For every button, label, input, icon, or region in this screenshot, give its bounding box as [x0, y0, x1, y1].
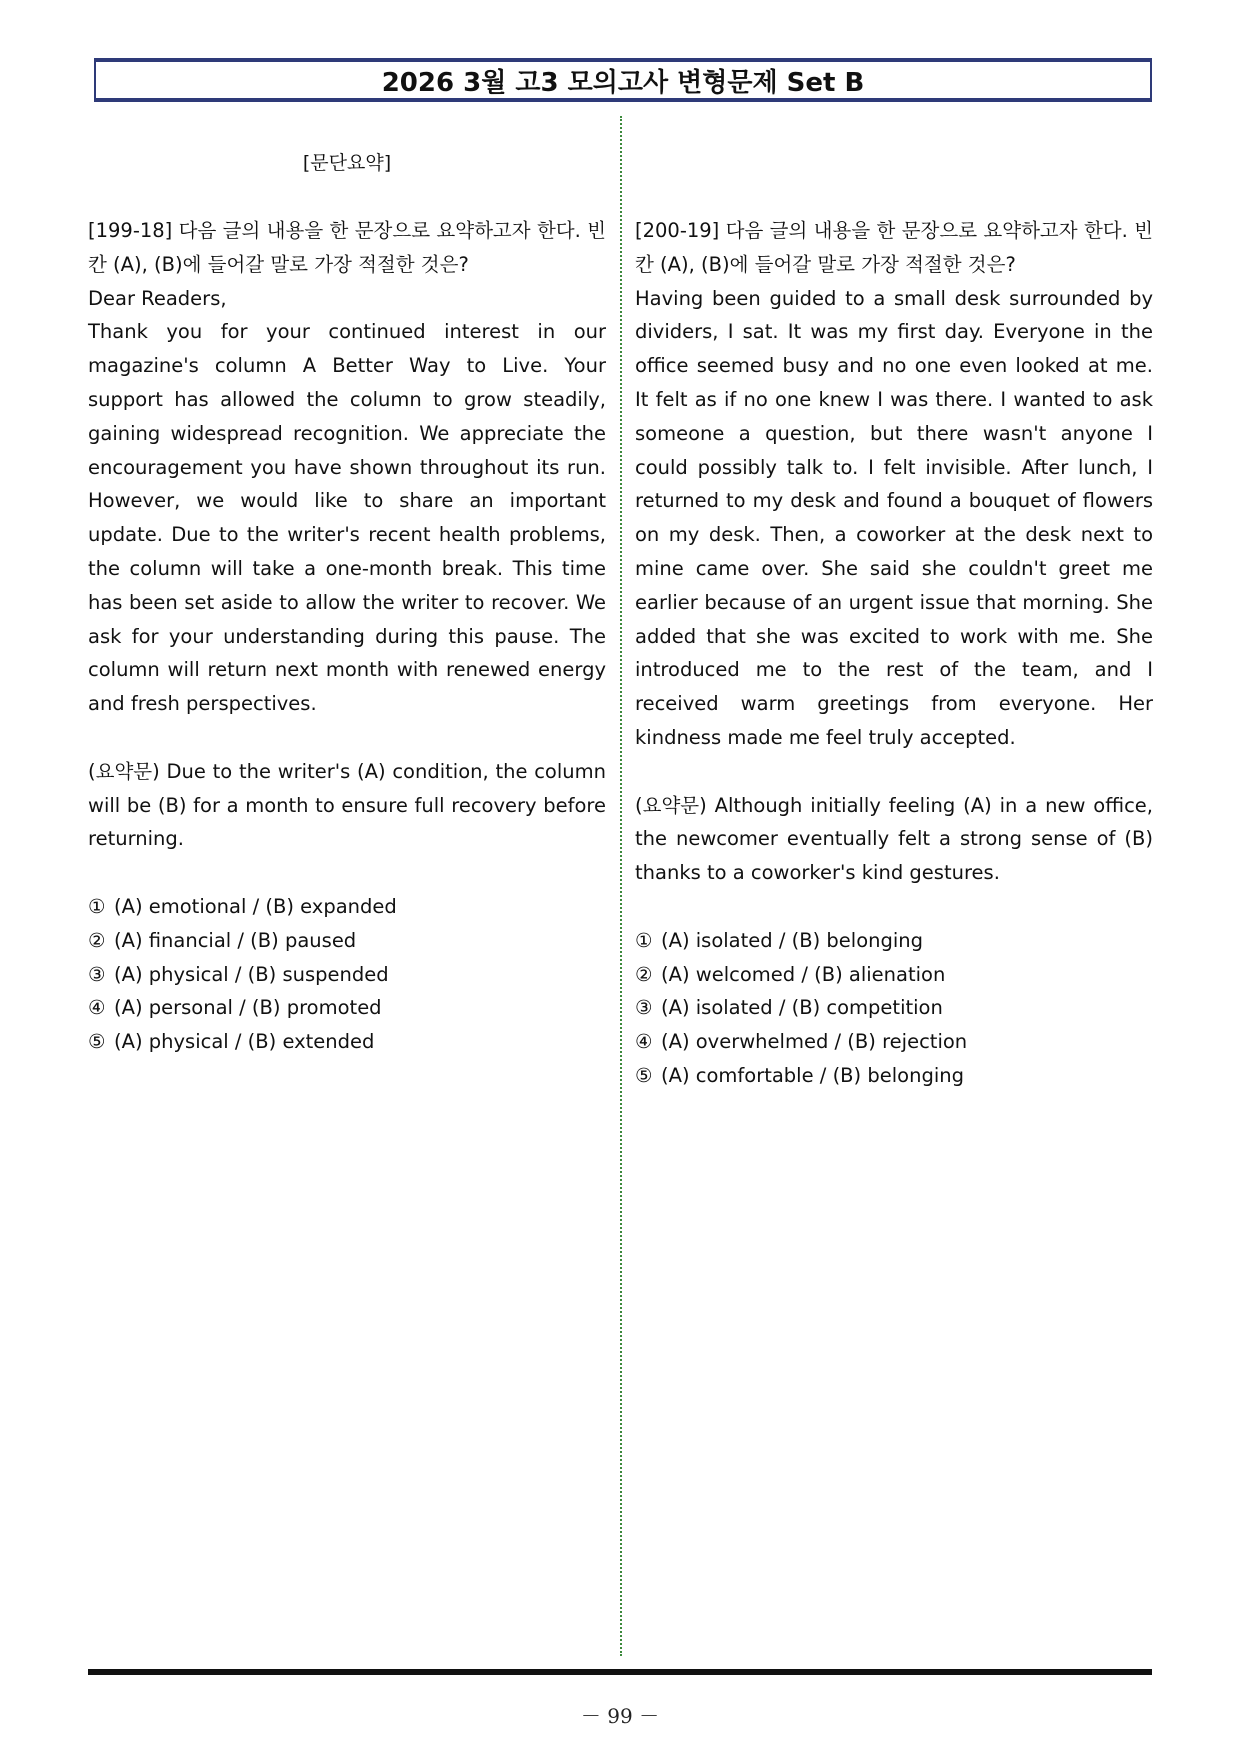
option-5[interactable]	[635, 1059, 1153, 1093]
option-3[interactable]	[88, 958, 606, 992]
option-3[interactable]	[635, 991, 1153, 1025]
option-text: (A) personal / (B) promoted	[114, 996, 382, 1020]
option-text: (A) isolated / (B) competition	[661, 996, 943, 1020]
option-number: ④	[635, 1030, 653, 1054]
option-number: ②	[635, 962, 653, 986]
page-title-box	[94, 58, 1152, 102]
spacer	[88, 856, 606, 890]
option-1[interactable]	[635, 924, 1153, 958]
passage: Thank you for your continued interest in our magazine's column A Better Way to Live. Your support has allowed the column to grow steadily, gaining widespread recognition. We appreciate the encouragement you have shown throughout its run. However, we would like to share an important update. Due to the writer's recent health problems, the column will take a one-month break. This time has been set aside to allow the writer to recover. We ask for your understanding during this pause. The column will return next month with renewed energy and fresh perspectives.	[88, 320, 606, 716]
summary-sentence: (요약문) Although initially feeling (A) in a new office, the newcomer eventually felt a strong sense of (B) thanks to a coworker's kind gestures.	[635, 793, 1153, 885]
option-2[interactable]	[635, 958, 1153, 992]
option-1[interactable]	[88, 890, 606, 924]
option-4[interactable]	[88, 991, 606, 1025]
answer-options	[88, 890, 606, 1059]
option-number: ④	[88, 996, 106, 1020]
option-number: ③	[635, 996, 653, 1020]
column-divider	[620, 116, 622, 1656]
footer-rule	[88, 1669, 1152, 1675]
option-text: (A) isolated / (B) belonging	[661, 928, 924, 952]
option-text: (A) emotional / (B) expanded	[114, 894, 397, 918]
option-number: ⑤	[635, 1063, 653, 1087]
passage: Having been guided to a small desk surrounded by dividers, I sat. It was my first day. Everyone in the office seemed busy and no one even looked at me. It felt as if no one knew I was there. I wanted to ask someone a question, but there wasn't anyone I could possibly talk to. I felt invisible. After lunch, I returned to my desk and found a bouquet of flowers on my desk. Then, a coworker at the desk next to mine came over. She said she couldn't greet me earlier because of an urgent issue that morning. She added that she was excited to work with me. She introduced me to the rest of the team, and I received warm greetings from everyone. Her kindness made me feel truly accepted.	[635, 286, 1153, 749]
question-head: [200-19] 다음 글의 내용을 한 문장으로 요약하고자 한다. 빈칸 (A), (B)에 들어갈 말로 가장 적절한 것은?	[635, 219, 1153, 276]
salutation: Dear Readers,	[88, 286, 227, 310]
spacer	[88, 721, 606, 755]
option-number: ①	[635, 928, 653, 952]
option-text: (A) overwhelmed / (B) rejection	[661, 1030, 968, 1054]
option-number: ②	[88, 928, 106, 952]
spacer	[635, 890, 1153, 924]
page-number: － 99 －	[580, 1704, 660, 1728]
option-text: (A) physical / (B) extended	[114, 1030, 375, 1054]
spacer	[635, 755, 1153, 789]
page-title: 2026 3월 고3 모의고사 변형문제 Set B	[381, 67, 865, 98]
option-5[interactable]	[88, 1025, 606, 1059]
option-number: ①	[88, 894, 106, 918]
option-number: ⑤	[88, 1030, 106, 1054]
section-label: [문단요약]	[302, 152, 392, 174]
option-4[interactable]	[635, 1025, 1153, 1059]
option-text: (A) financial / (B) paused	[114, 928, 357, 952]
question-head: [199-18] 다음 글의 내용을 한 문장으로 요약하고자 한다. 빈칸 (A), (B)에 들어갈 말로 가장 적절한 것은?	[88, 219, 606, 276]
option-text: (A) comfortable / (B) belonging	[661, 1063, 964, 1087]
question-199	[88, 214, 606, 1059]
summary-sentence: (요약문) Due to the writer's (A) condition, the column will be (B) for a month to ensure full recovery before returning.	[88, 759, 606, 851]
option-text: (A) welcomed / (B) alienation	[661, 962, 946, 986]
answer-options	[635, 924, 1153, 1093]
option-2[interactable]	[88, 924, 606, 958]
option-text: (A) physical / (B) suspended	[114, 962, 389, 986]
question-200	[635, 214, 1153, 1093]
option-number: ③	[88, 962, 106, 986]
